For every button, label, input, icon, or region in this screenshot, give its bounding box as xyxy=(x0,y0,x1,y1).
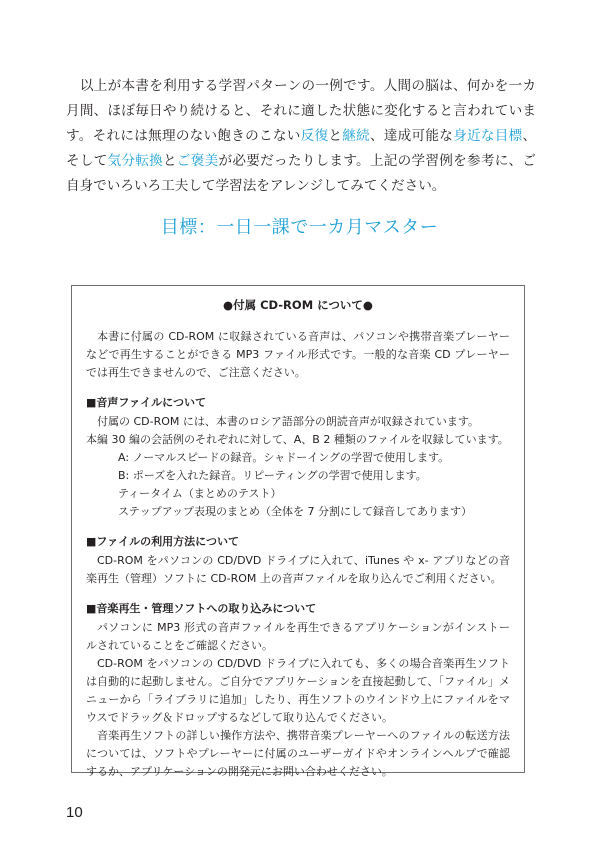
intro-text: が必要だったりします。上記の学習例を参考に、ご自身でいろいろ工夫して学習法をアレンジしてみてください。 xyxy=(66,153,537,194)
intro-text: 以上が本書を利用する学習パターンの一例です。人間の脳は、何かを一カ月間、ほぼ毎日やり続けると、それに適した状態に変化すると言われています。それには無理のない飽きのこない xyxy=(66,78,536,144)
section-title-import: ■音楽再生・管理ソフトへの取り込みについて xyxy=(86,602,317,615)
highlight-goal: 身近な目標 xyxy=(453,128,523,144)
list-item: ステップアップ表現のまとめ（全体を 7 分割にして録音してあります） xyxy=(118,505,472,518)
intro-text: 、そして xyxy=(66,128,537,169)
box-intro-paragraph: 本書に付属の CD-ROM に収録されている音声は、パソコンや携帯音楽プレーヤーなどで再生することができる MP3 ファイル形式です。一般的な音楽 CD プレーヤーでは再生できませんので、ご注意ください。 xyxy=(86,330,510,379)
list-item: ティータイム（まとめのテスト） xyxy=(118,487,282,500)
audio-files-paragraph: 本編 30 編の会話例のそれぞれに対して、A、B 2 種類のファイルを収録しています。 xyxy=(86,433,509,446)
intro-text: と xyxy=(163,153,177,169)
highlight-refresh: 気分転換 xyxy=(107,153,164,169)
import-paragraph: CD-ROM をパソコンの CD/DVD ドライブに入れても、多くの場合音楽再生ソフトは自動的に起動しません。ご自分でアプリケーションを直接起動して、「ファイル」メニューから「ライブラリに追加」したり、再生ソフトのウインドウ上にファイルをマウスでドラッグ＆ドロップするなどして取り込んでください。 xyxy=(86,657,510,724)
list-item: B: ポーズを入れた録音。リピーティングの学習で使用します。 xyxy=(118,469,427,482)
import-paragraph: 音楽再生ソフトの詳しい操作方法や、携帯音楽プレーヤーへのファイルの転送方法については、ソフトやプレーヤーに付属のユーザーガイドやオンラインヘルプで確認するか、アプリケーションの開発元にお問い合わせください。 xyxy=(86,729,510,778)
highlight-continuation: 継続 xyxy=(342,128,370,144)
intro-text: 、達成可能な xyxy=(369,128,454,144)
highlight-repetition: 反復 xyxy=(300,128,329,144)
list-item: A: ノーマルスピードの録音。シャドーイングの学習で使用します。 xyxy=(118,451,450,464)
section-title-file-usage: ■ファイルの利用方法について xyxy=(86,535,239,548)
file-usage-paragraph: CD-ROM をパソコンの CD/DVD ドライブに入れて、iTunes や x- アプリなどの音楽再生（管理）ソフトに CD-ROM 上の音声ファイルを取り込んでご利用ください。 xyxy=(86,554,510,585)
box-title: ●付属 CD-ROM について● xyxy=(223,298,373,312)
page-number: 10 xyxy=(66,804,83,821)
intro-text: と xyxy=(328,128,343,144)
audio-files-paragraph: 付属の CD-ROM には、本書のロシア語部分の朗読音声が収録されています。 xyxy=(97,415,480,428)
highlight-reward: ご褒美 xyxy=(176,153,219,169)
intro-paragraph xyxy=(66,74,536,199)
section-title-audio-files: ■音声ファイルについて xyxy=(86,396,206,409)
section-heading: 目標：一日一課で一カ月マスター xyxy=(160,217,439,238)
import-paragraph: パソコンに MP3 形式の音声ファイルを再生できるアプリケーションがインストールされていることをご確認ください。 xyxy=(86,621,510,652)
cd-rom-info-box xyxy=(71,285,525,778)
